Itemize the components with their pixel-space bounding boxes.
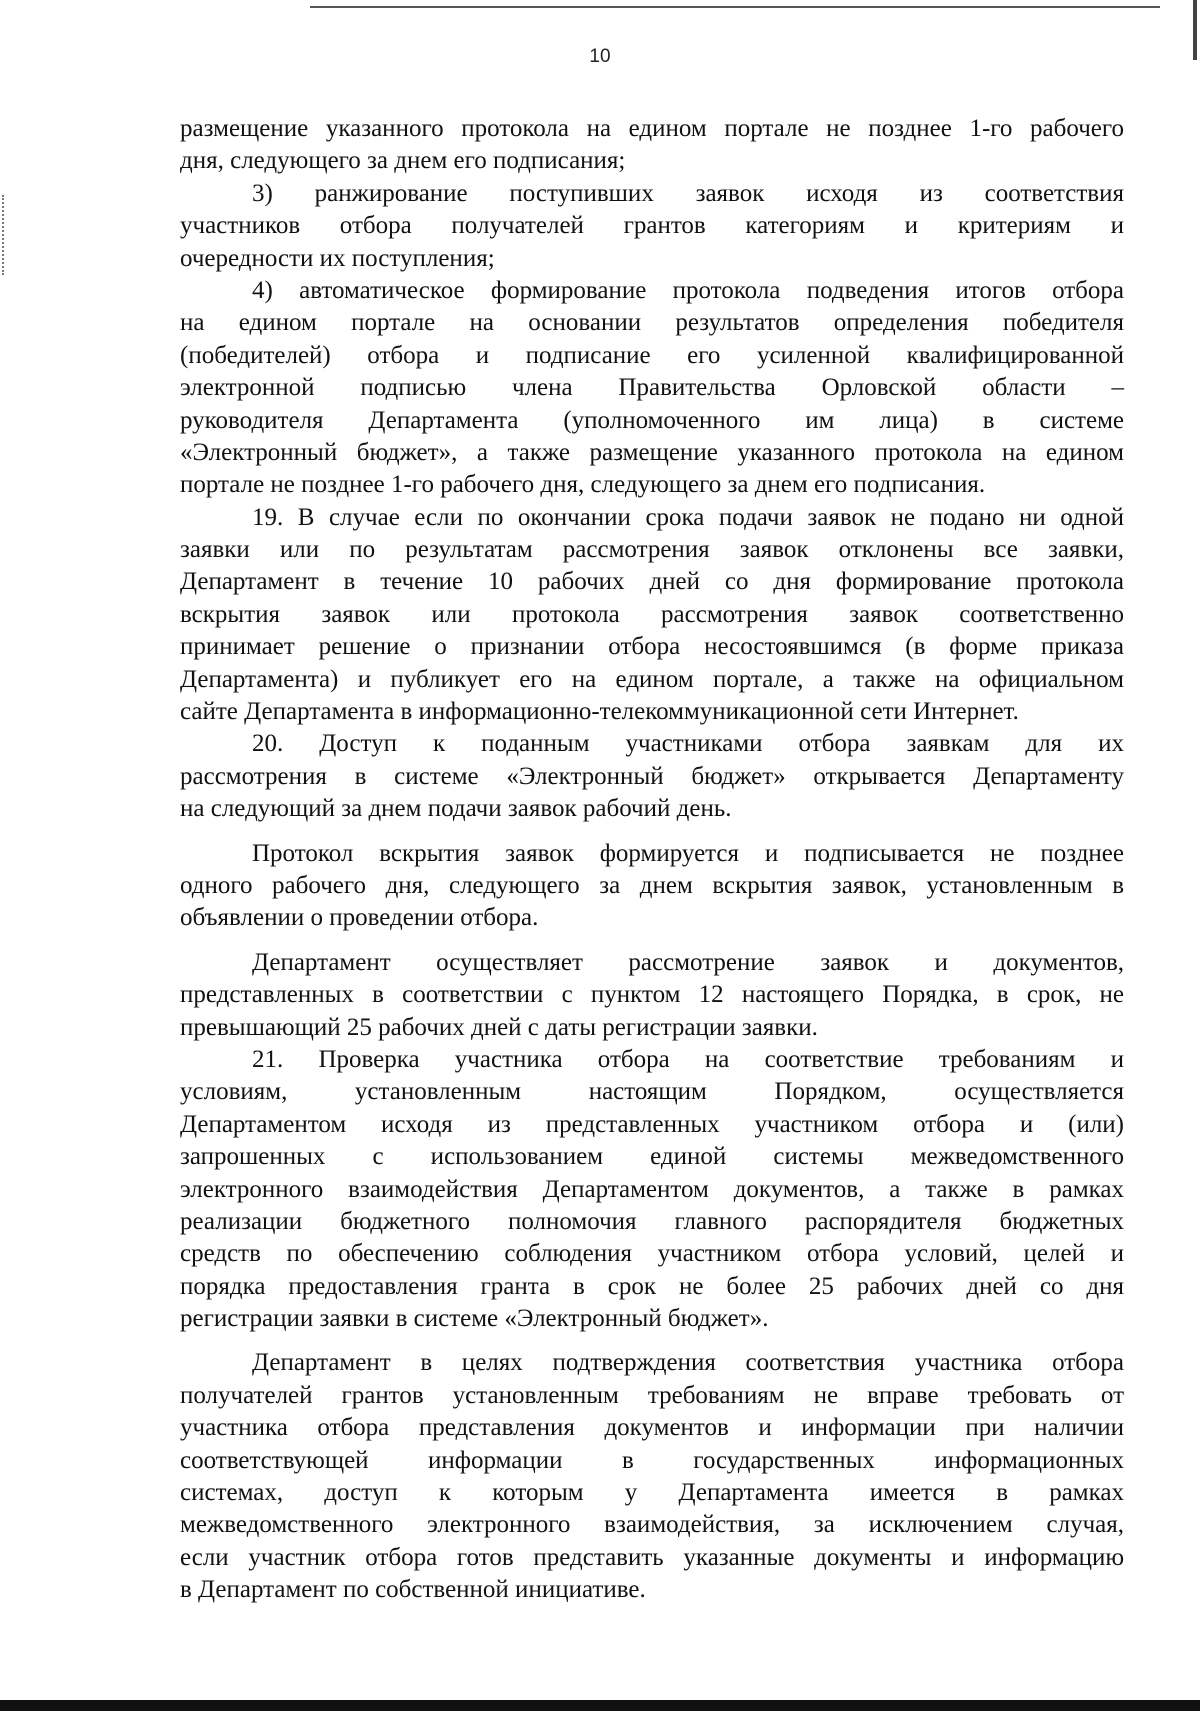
page-number: 10 — [589, 46, 611, 67]
text-line: (победителей) отбора и подписание его усиленной квалифицированной — [180, 341, 1124, 369]
text-line: руководителя Департамента (уполномоченного им лица) в системе — [180, 406, 1124, 434]
text-line: 21. Проверка участника отбора на соответствие требованиям и — [252, 1045, 1124, 1073]
text-line: условиям, установленным настоящим Порядком, осуществляется — [180, 1078, 1124, 1106]
text-line: реализации бюджетного полномочия главного распорядителя бюджетных — [180, 1207, 1124, 1235]
text-line: сайте Департамента в информационно-телекоммуникационной сети Интернет. — [180, 698, 1019, 726]
text-line: порядка предоставления гранта в срок не более 25 рабочих дней со дня — [180, 1272, 1124, 1300]
text-line: средств по обеспечению соблюдения участником отбора условий, целей и — [180, 1240, 1124, 1268]
text-line: если участник отбора готов представить указанные документы и информацию — [180, 1543, 1124, 1571]
text-line: Департамента) и публикует его на едином портале, а также на официальном — [180, 665, 1124, 693]
text-line: одного рабочего дня, следующего за днем вскрытия заявок, установленным в — [180, 871, 1124, 899]
text-line: электронного взаимодействия Департаментом документов, а также в рамках — [180, 1175, 1124, 1203]
text-line: превышающий 25 рабочих дней с даты регистрации заявки. — [180, 1013, 818, 1041]
text-line: вскрытия заявок или протокола рассмотрения заявок соответственно — [180, 600, 1124, 628]
text-line: системах, доступ к которым у Департамента имеется в рамках — [180, 1479, 1124, 1507]
text-line: на едином портале на основании результатов определения победителя — [180, 309, 1124, 337]
text-line: «Электронный бюджет», а также размещение указанного протокола на едином — [180, 438, 1124, 466]
text-line: в Департамент по собственной инициативе. — [180, 1576, 646, 1604]
scan-punch-marks — [2, 195, 6, 275]
text-line: межведомственного электронного взаимодействия, за исключением случая, — [180, 1511, 1124, 1539]
text-line: рассмотрения в системе «Электронный бюджет» открывается Департаменту — [180, 762, 1124, 790]
text-line: 20. Доступ к поданным участниками отбора заявкам для их — [252, 730, 1124, 758]
text-line: представленных в соответствии с пунктом 12 настоящего Порядка, в срок, не — [180, 981, 1124, 1009]
text-line: Департаментом исходя из представленных участником отбора и (или) — [180, 1110, 1124, 1138]
text-line: на следующий за днем подачи заявок рабочий день. — [180, 795, 732, 823]
text-line: Департамент в целях подтверждения соответствия участника отбора — [252, 1349, 1124, 1377]
scan-edge-bottom — [0, 1700, 1200, 1711]
text-line: соответствующей информации в государственных информационных — [180, 1446, 1124, 1474]
text-line: 4) автоматическое формирование протокола подведения итогов отбора — [252, 276, 1124, 304]
text-line: размещение указанного протокола на едином портале не позднее 1-го рабочего — [180, 115, 1124, 142]
text-line: участника отбора представления документов и информации при наличии — [180, 1414, 1124, 1442]
text-line: очередности их поступления; — [180, 244, 495, 272]
text-line: запрошенных с использованием единой системы межведомственного — [180, 1143, 1124, 1171]
scan-edge-top — [310, 6, 1160, 8]
text-line: портале не позднее 1-го рабочего дня, следующего за днем его подписания. — [180, 471, 986, 499]
text-line: принимает решение о признании отбора несостоявшимся (в форме приказа — [180, 633, 1124, 661]
text-line: получателей грантов установленным требованиям не вправе требовать от — [180, 1381, 1124, 1409]
text-line: объявлении о проведении отбора. — [180, 904, 539, 932]
text-line: дня, следующего за днем его подписания; — [180, 147, 626, 175]
text-line: регистрации заявки в системе «Электронный бюджет». — [180, 1305, 769, 1333]
text-line: 19. В случае если по окончании срока подачи заявок не подано ни одной — [252, 503, 1124, 531]
text-line: заявки или по результатам рассмотрения заявок отклонены все заявки, — [180, 536, 1124, 564]
text-line: Департамент в течение 10 рабочих дней со дня формирование протокола — [180, 568, 1124, 596]
text-line: электронной подписью члена Правительства Орловской области – — [180, 374, 1124, 402]
document-body — [180, 113, 1124, 1607]
text-line: участников отбора получателей грантов категориям и критериям и — [180, 212, 1124, 240]
text-line: Протокол вскрытия заявок формируется и подписывается не позднее — [252, 839, 1124, 867]
text-line: 3) ранжирование поступивших заявок исходя из соответствия — [252, 179, 1124, 207]
text-line: Департамент осуществляет рассмотрение заявок и документов, — [252, 948, 1124, 976]
